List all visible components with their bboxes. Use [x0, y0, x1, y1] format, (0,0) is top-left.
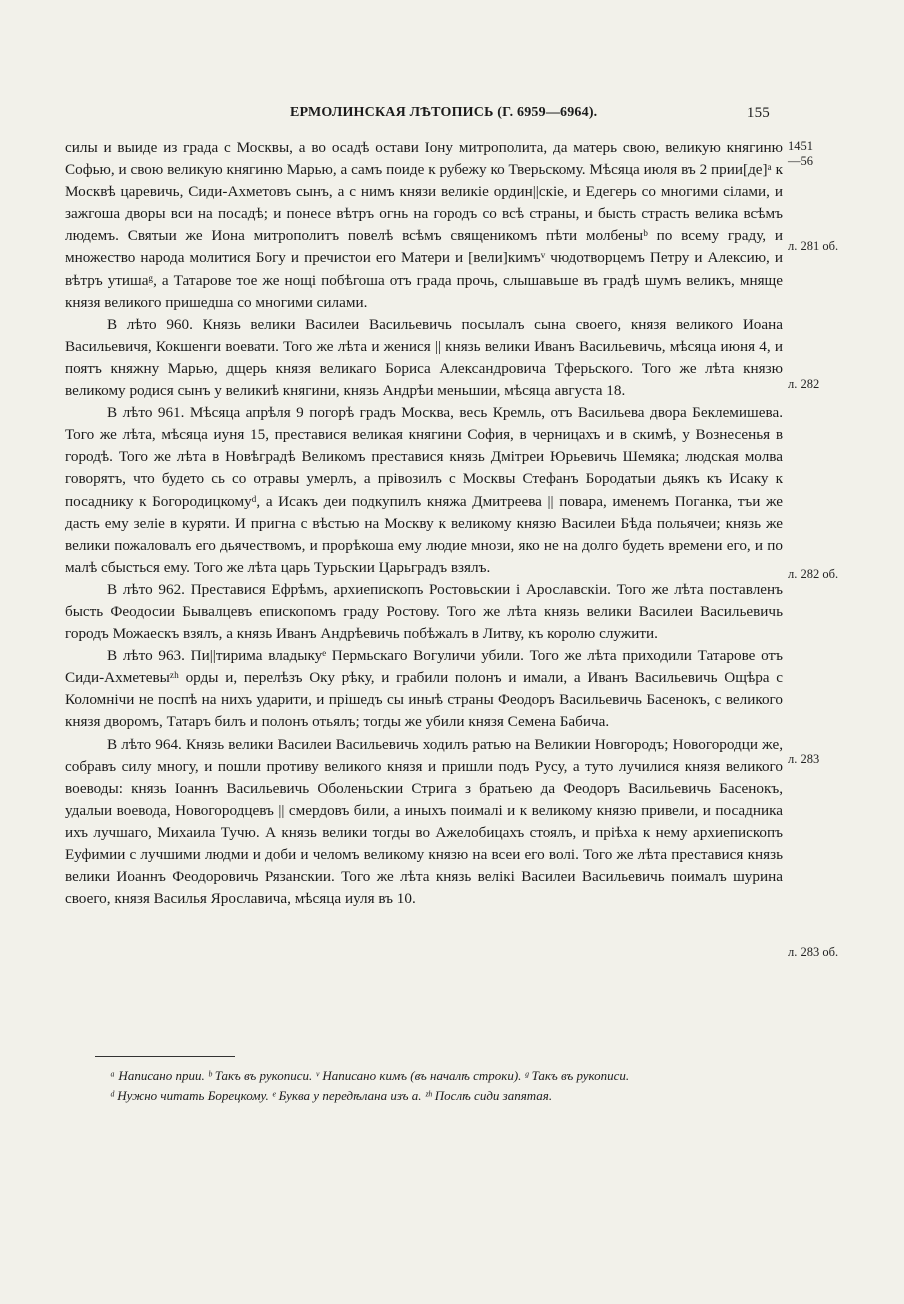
margin-note-folio: л. 281 об. — [788, 239, 839, 253]
running-title: ЕРМОЛИНСКАЯ ЛѢТОПИСЬ (Г. 6959—6964). — [290, 105, 598, 120]
margin-note-folio: л. 282 об. — [788, 567, 839, 581]
body-text — [65, 137, 783, 910]
margin-note-folio: л. 282 — [788, 377, 820, 391]
paragraph: В лѣто 962. Преставися Ефрѣмъ, архиепископъ Ростовьскии і Арославскіи. Того же лѣта поставленъ бысть Феодосии Бывалцевъ епископомъ граду Ростову. Того же лѣта князь велики Василеи Васильевичь городъ Можаескъ взялъ, а князь Иванъ Андрѣевичь побѣжалъ в Литву, къ королю служити. — [65, 580, 783, 643]
page-number: 155 — [746, 105, 770, 121]
paragraph: В лѣто 963. Пи||тирима владыкуᵉ Пермьскаго Вогуличи убили. Того же лѣта приходили Татарове отъ Сиди-Ахметевыᶻʰ орды и, перелѣзъ Оку рѣку, и грабили полонъ и имали, а Иванъ Васильевичь Ощѣра с Коломнічи не поспѣ на нихъ ударити, и прішедъ сы иныѣ страны Феодоръ Васильевичь Басенокъ, с великого князя дворомъ, Татаръ билъ и полонъ отьялъ; тогды же убили князя Семена Бабича. — [65, 647, 783, 731]
paragraph: В лѣто 960. Князь велики Василеи Васильевичь посылалъ сына своего, князя великого Иоана Васильевичя, Кокшенги воевати. Того же лѣта и женися || князь велики Иванъ Васильевичь, мѣсяца июня 4, и поятъ княжну Марью, дщерь князя великаго Бориса Александровича Тферьского. Того же лѣта князю великому родися сынъ у великиѣ княгини, князь Андрѣи меньшии, мѣсяца августа 18. — [65, 315, 783, 400]
paragraph: В лѣто 964. Князь велики Василеи Васильевичь ходилъ ратью на Великии Новгородъ; Новогородци же, собравъ силу многу, и пошли противу великого князя и пришли подъ Русу, а туто лучилися князя великого воеводы: князь Іоаннъ Васильевичь Оболеньскии Стрига з братьею да Феодоръ Васильевичь Басенокъ, удалыи воевода, Новогородцевъ || смердовъ били, а иныхъ поималі и к великому князю привели, и посадника ихъ лучшаго, Михаила Тучю. А князь велики тогды во Ажелобицахъ стоялъ, и пріѣха к нему архиепископъ Еуфимии с лучшими людми и доби и челомъ великому князю на всеи его волі. Того же лѣта преставися князь велики Иоаннъ Феодоровичь Рязанскии. Того же лѣта князь велікі Василеи Васильевичь поималъ шурина своего, князя Василья Ярославича, мѣсяца иуля въ 10. — [65, 735, 783, 908]
paragraph: В лѣто 961. Мѣсяца апрѣля 9 погорѣ градъ Москва, весь Кремль, отъ Васильева двора Беклемишева. Того же лѣта, мѣсяца иуня 15, преставися великая княгини София, в черницахъ и в скимѣ, у Вознесенья в городѣ. Того же лѣта в Новѣградѣ Великомъ преставися князь Дмітреи Юрьевичь Шемяка; людская молва говорятъ, что будето сь со отравы умерлъ, а прівозилъ с Москвы Стефанъ Бородатыи дьякъ къ Исаку к посаднику к Богородицкомуᵈ, а Исакъ деи подкупилъ княжа Дмитреева || повара, именемъ Поганка, тъи же дасть ему зеліе в куряти. И пригна с вѣстью на Москву к великому князю Василеи Бѣда польячеи; князь же велики пожаловалъ его дьячествомъ, и прорѣкоша ему людие мнози, яко не на долго будеть времени его, и по малѣ сбысться ему. Того же лѣта царь Турьскии Царьградъ взялъ. — [65, 404, 783, 576]
margin-note-folio: л. 283 — [788, 752, 820, 766]
footnote-line: ᵃ Написано прии. ᵇ Такъ въ рукописи. ᵛ Написано кимъ (въ началѣ строки). ᵍ Такъ въ рукописи. — [110, 1068, 630, 1083]
footnotes — [110, 1066, 810, 1106]
footnote-line: ᵈ Нужно читать Борецкому. ᵉ Буква у передѣлана изъ а. ᶻʰ Послѣ сиди запятая. — [110, 1088, 553, 1103]
margin-note-year: 1451 — [788, 139, 813, 153]
margin-note-year-range: —56 — [788, 154, 813, 168]
paragraph: силы и выиде из града с Москвы, а во осадѣ остави Іону митрополита, да матерь свою, великую княгиню Софью, и свою великую княгиню Марью, а самъ поиде к рубежу ко Тверьскому. Мѣсяца июля въ 2 прии[де]ᵃ к Москвѣ царевичь, Сиди-Ахметовъ сынъ, а с нимъ князи великіе ордин||скіе, и Едегерь со многими сілами, и зажгоша дворы вси на посадѣ; и понесе вѣтръ огнь на городъ со всѣ страны, и бысть страсть велика всѣмъ людемъ. Святыи же Иона митрополитъ повелѣ всѣмъ священикомъ пѣти молбеныᵇ по всему граду, и множество народа молитися Богу и пречистои его Матери и [вели]кимъᵛ чюдотворцемъ Петру и Алексию, и вѣтръ утишаᵍ, а Татарове тое же нощі побѣгоша отъ града прочь, слышавьше въ градѣ шумъ великъ, мняще князя великого пришедша со многими силами. — [65, 139, 783, 311]
footnote-rule — [95, 1056, 235, 1057]
page-header — [290, 105, 770, 121]
margin-note-folio: л. 283 об. — [788, 945, 839, 959]
